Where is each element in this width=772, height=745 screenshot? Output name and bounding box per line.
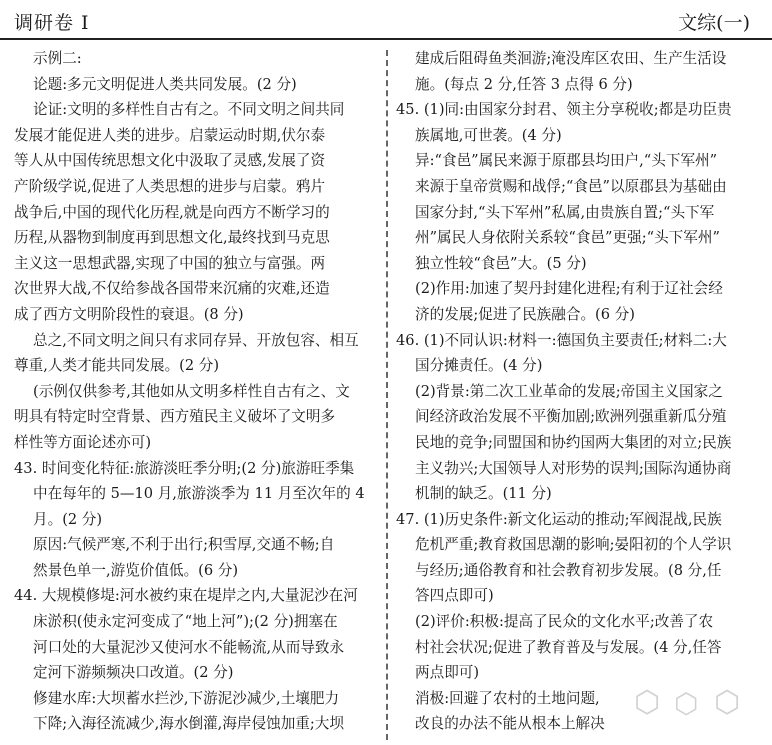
text-line: 族属地,可世袭。(4 分) [415, 126, 562, 144]
text-line: 来源于皇帝赏赐和战俘;“食邑”以原郡县为基础由 [415, 177, 727, 195]
text-line: 改良的办法不能从根本上解决 [415, 715, 605, 733]
text-line: 论证:文明的多样性自古有之。不同文明之间共同 [33, 101, 345, 119]
right-column [396, 46, 756, 737]
text-line: (2)作用:加速了契丹封建化进程;有利于辽社会经 [415, 280, 723, 298]
text-line: 发展才能促进人类的进步。启蒙运动时期,伏尔泰 [14, 126, 326, 144]
text-line: 46. (1)不同认识:材料一:德国负主要责任;材料二:大 [396, 331, 727, 349]
text-line: 建成后阻碍鱼类洄游;淹没库区农田、生产生活设 [415, 50, 727, 67]
text-line: 济的发展;促进了民族融合。(6 分) [415, 305, 635, 323]
text-line: 尊重,人类才能共同发展。(2 分) [14, 357, 220, 375]
text-line: 河口处的大量泥沙又使河水不能畅流,从而导致永 [33, 638, 345, 656]
text-line: (2)评价:积极:提高了民众的文化水平;改善了农 [415, 613, 714, 631]
text-line: 异:“食邑”属民来源于原郡县均田户,“头下军州” [415, 152, 718, 170]
text-line: 成了西方文明阶段性的衰退。(8 分) [14, 305, 244, 323]
logo-mark-icon: ⬡ ⬡ ⬡ [634, 685, 741, 720]
text-line: 国分摊责任。(4 分) [415, 357, 543, 375]
text-line: 样性等方面论述亦可) [14, 433, 152, 451]
text-line: 历程,从器物到制度再到思想文化,最终找到马克思 [14, 229, 330, 247]
text-line: 消极:回避了农村的土地问题, [415, 689, 600, 707]
text-line: 两点即可) [415, 664, 480, 682]
text-line: 定河下游频频决口改道。(2 分) [33, 664, 234, 682]
page-header [0, 0, 772, 40]
text-line: 间经济政治发展不平衡加剧;欧洲列强重新瓜分殖 [415, 408, 727, 426]
text-line: 总之,不同文明之间只有求同存异、开放包容、相互 [33, 331, 359, 349]
text-line: 国家分封,“头下军州”私属,由贵族自置;“头下军 [415, 203, 715, 221]
text-line: 下降;入海径流减少,海水倒灌,海岸侵蚀加重;大坝 [33, 715, 344, 733]
text-line: 原因:气候严寒,不利于出行;积雪厚,交通不畅;自 [33, 536, 335, 554]
text-line: 施。(每点 2 分,任答 3 点得 6 分) [415, 75, 633, 93]
text-line: 修建水库:大坝蓄水拦沙,下游泥沙减少,土壤肥力 [33, 689, 340, 707]
text-line: 示例二: [33, 50, 82, 67]
text-line: 主义勃兴;大国领导人对形势的误判;国际沟通协商 [415, 459, 732, 477]
text-line: 床淤积(使永定河变成了“地上河”);(2 分)拥塞在 [33, 613, 338, 631]
left-column [14, 46, 374, 737]
text-line: 战争后,中国的现代化历程,就是向西方不断学习的 [14, 203, 330, 221]
header-title-left: 调研卷 I [14, 12, 90, 34]
text-line: 危机严重;教育救国思潮的影响;晏阳初的个人学识 [415, 536, 732, 554]
text-line: (示例仅供参考,其他如从文明多样性自古有之、文 [33, 382, 350, 400]
text-line: 44. 大规模修堤:河水被约束在堤岸之内,大量泥沙在河 [14, 587, 358, 605]
text-line: 机制的缺乏。(11 分) [415, 485, 552, 503]
text-line: 明具有特定时空背景、西方殖民主义破坏了文明多 [14, 408, 336, 426]
text-line: 次世界大战,不仅给参战各国带来沉痛的灾难,还造 [14, 280, 330, 298]
text-line: 村社会状况;促进了教育普及与发展。(4 分,任答 [415, 638, 722, 656]
text-line: 答四点即可) [415, 587, 494, 605]
header-title-right: 文综(一) [678, 12, 750, 34]
text-line: 43. 时间变化特征:旅游淡旺季分明;(2 分)旅游旺季集 [14, 459, 355, 477]
text-line: 47. (1)历史条件:新文化运动的推动;军阀混战,民族 [396, 510, 722, 528]
text-line: 等人从中国传统思想文化中汲取了灵感,发展了资 [14, 152, 326, 170]
text-line: 独立性较“食邑”大。(5 分) [415, 254, 587, 272]
text-line: (2)背景:第二次工业革命的发展;帝国主义国家之 [415, 382, 723, 400]
text-line: 中在每年的 5—10 月,旅游淡季为 11 月至次年的 4 [33, 485, 365, 503]
text-line: 论题:多元文明促进人类共同发展。(2 分) [33, 75, 297, 93]
text-line: 产阶级学说,促进了人类思想的进步与启蒙。鸦片 [14, 177, 326, 195]
text-line: 民地的竞争;同盟国和协约国两大集团的对立;民族 [415, 433, 732, 451]
text-line: 主义这一思想武器,实现了中国的独立与富强。两 [14, 254, 326, 272]
text-line: 然景色单一,游览价值低。(6 分) [33, 561, 239, 579]
text-line: 州”属民人身依附关系较“食邑”更强;“头下军州” [415, 229, 720, 247]
text-line: 与经历;通俗教育和社会教育初步发展。(8 分,任 [415, 561, 722, 579]
text-line: 月。(2 分) [33, 510, 103, 528]
column-divider [386, 50, 388, 740]
text-line: 45. (1)同:由国家分封君、领主分享税收;都是功臣贵 [396, 101, 732, 119]
